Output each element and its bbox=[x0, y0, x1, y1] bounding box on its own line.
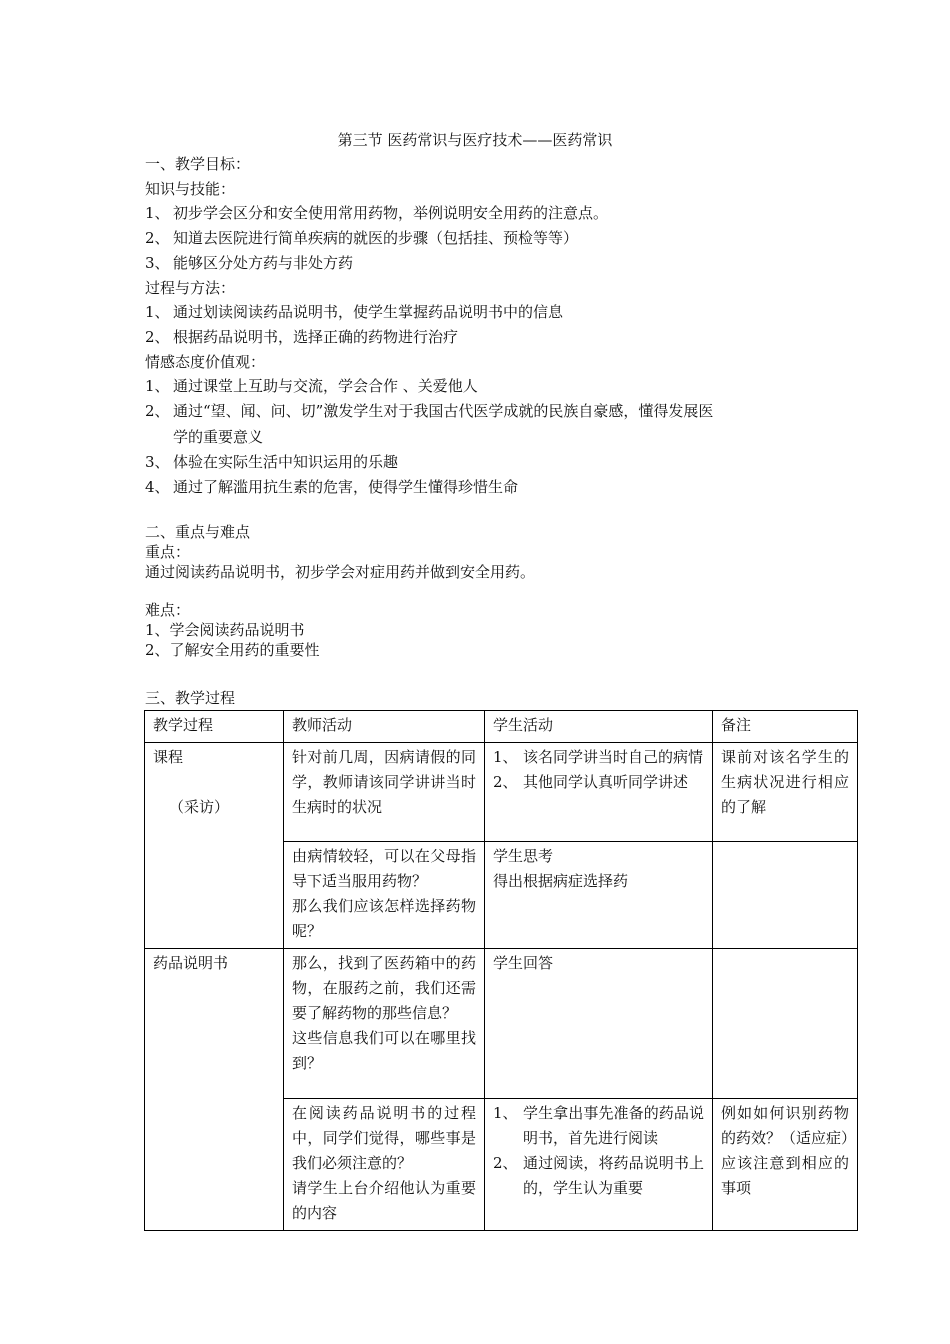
note-cell bbox=[713, 949, 858, 1099]
list-text: 根据药品说明书，选择正确的药物进行治疗 bbox=[173, 328, 459, 346]
list-number: 2、 bbox=[145, 328, 170, 346]
list-item bbox=[145, 399, 713, 423]
column-header: 备注 bbox=[713, 711, 858, 743]
column-header: 教师活动 bbox=[284, 711, 485, 743]
difficulty-label: 难点： bbox=[145, 601, 191, 619]
list-item bbox=[145, 251, 353, 275]
list-item-continuation: 学的重要意义 bbox=[173, 428, 264, 446]
list-text: 知道去医院进行简单疾病的就医的步骤（包括挂、预检等等） bbox=[173, 229, 579, 247]
list-number: 1、 bbox=[493, 1104, 518, 1122]
section2-heading: 二、重点与难点 bbox=[145, 523, 251, 541]
list-number: 4、 bbox=[145, 478, 170, 496]
list-number: 3、 bbox=[145, 254, 170, 272]
cell-line: 那么，找到了医药箱中的药物，在服药之前，我们还需要了解药物的那些信息？ bbox=[292, 954, 476, 1022]
list-number: 2、 bbox=[145, 402, 170, 420]
emotion-label: 情感态度价值观： bbox=[145, 353, 266, 371]
list-number: 1、 bbox=[493, 748, 518, 766]
list-item bbox=[145, 475, 518, 499]
cell-line: 得出根据病症选择药 bbox=[493, 872, 629, 890]
stage-cell bbox=[145, 743, 284, 949]
key-text: 通过阅读药品说明书，初步学会对症用药并做到安全用药。 bbox=[145, 563, 536, 581]
list-text: 通过阅读，将药品说明书上的，学生认为重要 bbox=[523, 1154, 704, 1197]
column-header: 学生活动 bbox=[485, 711, 713, 743]
teaching-process-table bbox=[144, 710, 858, 1231]
stage-cell: 药品说明书 bbox=[145, 949, 284, 1231]
knowledge-label: 知识与技能： bbox=[145, 180, 236, 198]
teacher-activity-cell: 针对前几周，因病请假的同学，教师请该同学讲讲当时生病时的状况 bbox=[284, 743, 485, 842]
list-item bbox=[145, 325, 458, 349]
stage-label: 课程 bbox=[153, 748, 184, 766]
list-text: 初步学会区分和安全使用常用药物，举例说明安全用药的注意点。 bbox=[173, 204, 609, 222]
list-item bbox=[145, 450, 398, 474]
list-text: 该名同学讲当时自己的病情 bbox=[523, 748, 704, 766]
list-item bbox=[145, 201, 608, 225]
page-title: 第三节 医药常识与医疗技术——医药常识 bbox=[337, 131, 613, 149]
list-item bbox=[145, 374, 478, 398]
student-activity-cell bbox=[485, 842, 713, 949]
note-cell bbox=[713, 842, 858, 949]
list-text: 其他同学认真听同学讲述 bbox=[523, 773, 689, 791]
cell-line: 在阅读药品说明书的过程中，同学们觉得，哪些事是我们必须注意的？ bbox=[292, 1104, 476, 1172]
student-activity-cell bbox=[485, 1099, 713, 1231]
difficulty-item: 2、了解安全用药的重要性 bbox=[145, 641, 320, 659]
cell-line: 例如如何识别药物的药效？（适应症） bbox=[721, 1104, 857, 1147]
table-row bbox=[145, 949, 858, 1099]
list-text: 通过了解滥用抗生素的危害，使得学生懂得珍惜生命 bbox=[173, 478, 519, 496]
key-label: 重点： bbox=[145, 543, 191, 561]
stage-sublabel: （采访） bbox=[169, 798, 230, 816]
cell-line: 应该注意到相应的事项 bbox=[721, 1154, 849, 1197]
list-item bbox=[493, 745, 704, 770]
student-activity-cell bbox=[485, 743, 713, 842]
list-text: 能够区分处方药与非处方药 bbox=[173, 254, 354, 272]
column-header: 教学过程 bbox=[145, 711, 284, 743]
list-number: 2、 bbox=[145, 229, 170, 247]
teacher-activity-cell bbox=[284, 949, 485, 1099]
list-text: 通过划读阅读药品说明书，使学生掌握药品说明书中的信息 bbox=[173, 303, 564, 321]
note-cell: 课前对该名学生的生病状况进行相应的了解 bbox=[713, 743, 858, 842]
teacher-activity-cell bbox=[284, 1099, 485, 1231]
section1-heading: 一、教学目标： bbox=[145, 155, 251, 173]
note-cell bbox=[713, 1099, 858, 1231]
cell-line: 请学生上台介绍他认为重要的内容 bbox=[292, 1179, 476, 1222]
cell-line: 由病情较轻，可以在父母指导下适当服用药物？ bbox=[292, 847, 476, 890]
table-header-row bbox=[145, 711, 858, 743]
list-number: 3、 bbox=[145, 453, 170, 471]
student-activity-cell: 学生回答 bbox=[485, 949, 713, 1099]
cell-line: 学生思考 bbox=[493, 847, 554, 865]
list-item bbox=[493, 1151, 704, 1201]
difficulty-item: 1、学会阅读药品说明书 bbox=[145, 621, 305, 639]
process-label: 过程与方法： bbox=[145, 279, 236, 297]
cell-line: 这些信息我们可以在哪里找到？ bbox=[292, 1029, 476, 1072]
cell-line: 那么我们应该怎样选择药物呢？ bbox=[292, 897, 476, 940]
list-item bbox=[493, 1101, 704, 1151]
list-text: 通过“望、闻、问、切”激发学生对于我国古代医学成就的民族自豪感，懂得发展医 bbox=[173, 402, 714, 420]
list-item bbox=[145, 300, 563, 324]
list-number: 1、 bbox=[145, 204, 170, 222]
list-number: 1、 bbox=[145, 303, 170, 321]
list-text: 通过课堂上互助与交流，学会合作 、关爱他人 bbox=[173, 377, 478, 395]
table-row bbox=[145, 743, 858, 842]
teacher-activity-cell bbox=[284, 842, 485, 949]
list-number: 2、 bbox=[493, 773, 518, 791]
list-number: 2、 bbox=[493, 1154, 518, 1172]
section3-heading: 三、教学过程 bbox=[145, 689, 236, 707]
list-number: 1、 bbox=[145, 377, 170, 395]
list-text: 学生拿出事先准备的药品说明书，首先进行阅读 bbox=[523, 1104, 704, 1147]
list-item bbox=[145, 226, 578, 250]
list-item bbox=[493, 770, 704, 795]
list-text: 体验在实际生活中知识运用的乐趣 bbox=[173, 453, 399, 471]
